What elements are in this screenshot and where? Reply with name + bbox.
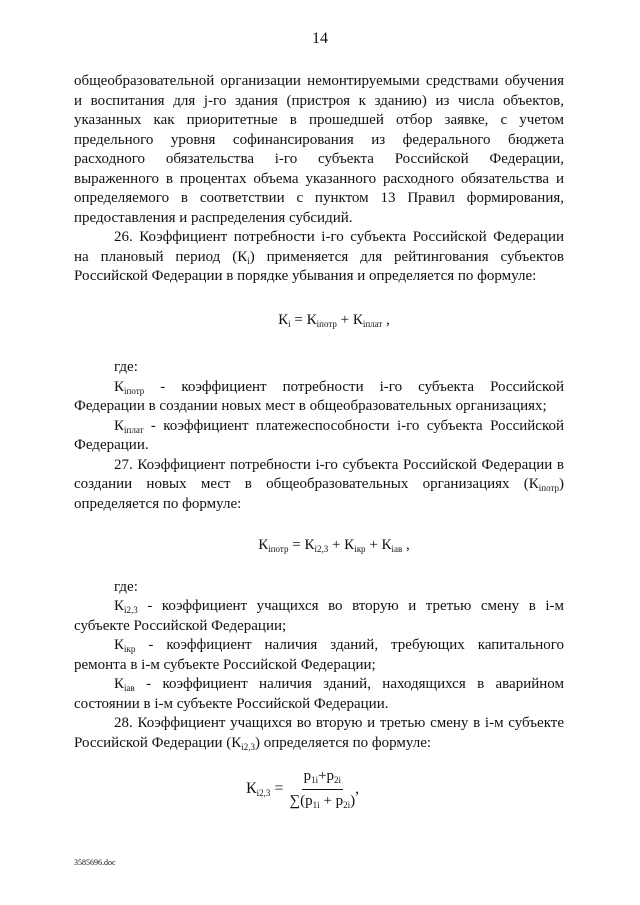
- formula-symbol: p: [303, 768, 312, 784]
- definition-text: - коэффициент наличия зданий, требующих капитального: [135, 637, 564, 653]
- formula-symbol: + К: [336, 311, 363, 328]
- formula-symbol: К: [114, 637, 125, 653]
- formula-symbol: =: [270, 780, 284, 798]
- definition-k-iav: [74, 675, 564, 714]
- intro-paragraph: [74, 72, 564, 228]
- formula-symbol: К: [114, 378, 125, 395]
- subscript: iав: [391, 544, 403, 554]
- paragraph-26: [74, 228, 564, 287]
- subscript: iпотр: [316, 318, 337, 329]
- formula-symbol: К: [114, 417, 125, 434]
- paragraph-27: [74, 456, 564, 515]
- p26-line: Российской Федерации в порядке убывания и определяется по формуле:: [74, 268, 537, 284]
- formula-symbol: + К: [365, 537, 392, 553]
- formula-symbol: ,: [355, 780, 360, 798]
- intro-line: предоставления и распределения субсидий.: [74, 209, 353, 226]
- formula-symbol: ∑(p: [289, 792, 313, 809]
- subscript: iкр: [124, 644, 136, 654]
- formula-k-ipotr: [74, 536, 564, 556]
- definition-k-ikr: [74, 636, 564, 675]
- subscript: iпотр: [124, 385, 145, 396]
- formula-symbol: ,: [382, 311, 390, 328]
- definition-text: в i-м субъекте Российской Федерации;: [74, 598, 564, 634]
- p28-line: Российской Федерации (К: [74, 734, 242, 751]
- p26-line: ) применяется для рейтингования субъектов: [249, 248, 564, 265]
- subscript: iкр: [354, 544, 366, 554]
- p27-line: ): [559, 476, 564, 492]
- definition-text: состоянии в i-м субъекте Российской Федерации.: [74, 695, 389, 712]
- definition-text: Федерации в создании новых мест в общеобразовательных организациях;: [74, 398, 547, 414]
- formula-symbol: К: [278, 311, 289, 328]
- p27-line: определяется по формуле:: [74, 495, 242, 512]
- subscript: 1i: [311, 775, 319, 785]
- p26-line: на плановый период (К: [74, 248, 248, 265]
- paragraph-28: [74, 714, 564, 753]
- formula-k-i: [74, 311, 564, 331]
- definition-k-ipotr: [74, 378, 564, 417]
- definition-text: Федерации.: [74, 437, 149, 453]
- where-label: где:: [114, 359, 138, 375]
- formula-symbol: К: [114, 676, 125, 692]
- formula-symbol: + p: [319, 792, 344, 809]
- formula-symbol: К: [258, 537, 269, 553]
- p28-line: 28. Коэффициент учащихся во вторую и третью смену в i-м субъекте: [114, 715, 564, 731]
- subscript: i2,3: [124, 605, 138, 615]
- intro-line: указанных как приоритетные в прошедшей отбор заявке, с учетом: [74, 112, 564, 128]
- document-body: [74, 72, 564, 811]
- formula-k-i23: [246, 767, 564, 811]
- p28-line: ) определяется по формуле:: [255, 734, 432, 751]
- subscript: 2i: [334, 775, 342, 785]
- intro-line: определяемого в соответствии с пунктом 13 Правил формирования,: [74, 190, 564, 206]
- fraction-denominator: [289, 790, 355, 812]
- subscript: iав: [124, 683, 135, 693]
- subscript: i: [288, 318, 291, 329]
- definition-text: - коэффициент потребности i-го субъекта Российской: [144, 378, 564, 395]
- formula-symbol: К: [246, 780, 257, 798]
- fraction: [289, 767, 355, 811]
- intro-line: выраженного в процентах объема указанного расходного обязательства и: [74, 170, 564, 187]
- intro-line: предельного уровня софинансирования из федерального бюджета: [74, 131, 564, 148]
- definition-text: ремонта в i-м субъекте Российской Федерации;: [74, 656, 376, 673]
- subscript: i: [247, 255, 250, 266]
- formula-symbol: + К: [328, 537, 355, 553]
- subscript: iпотр: [268, 544, 289, 554]
- subscript: iплат: [124, 424, 144, 435]
- formula-symbol: К: [114, 598, 125, 614]
- formula-symbol: ,: [402, 537, 410, 553]
- definition-text: - коэффициент платежеспособности i-го субъекта Российской: [143, 417, 564, 434]
- subscript: 2i: [343, 799, 351, 810]
- p27-line: 27. Коэффициент потребности i-го субъекта Российской Федерации в: [114, 456, 564, 473]
- subscript: 1i: [312, 799, 320, 810]
- formula-symbol: = К: [290, 311, 317, 328]
- formula-lhs: [246, 779, 283, 799]
- subscript: iпотр: [538, 483, 559, 493]
- subscript: iплат: [362, 318, 383, 329]
- definition-k-iplat: [74, 417, 564, 456]
- formula-symbol: = К: [288, 537, 315, 553]
- page-number: 14: [312, 30, 328, 47]
- intro-line: и воспитания для j-го здания (пристроя к зданию) из числа объектов,: [74, 92, 564, 109]
- subscript: i2,3: [256, 788, 271, 799]
- definition-k-i23: [74, 597, 564, 636]
- intro-line: общеобразовательной организации немонтируемыми средствами обучения: [74, 73, 564, 89]
- subscript: i2,3: [241, 741, 256, 752]
- where-label: где:: [114, 578, 138, 595]
- definition-text: - коэффициент учащихся во вторую и третью смену: [137, 598, 520, 614]
- subscript: i2,3: [314, 544, 329, 554]
- document-footer: 3585696.doc: [74, 858, 116, 867]
- definition-text: - коэффициент наличия зданий, находящихся в аварийном: [134, 676, 564, 692]
- p26-line: 26. Коэффициент потребности i-го субъекта Российской Федерации: [114, 229, 564, 245]
- fraction-numerator: [302, 767, 344, 790]
- p27-line: создании новых мест в общеобразовательных организациях (К: [74, 476, 539, 492]
- intro-line: расходного обязательства i-го субъекта Российской Федерации,: [74, 151, 564, 167]
- formula-symbol: +p: [318, 768, 335, 784]
- formula-symbol: ): [350, 792, 356, 809]
